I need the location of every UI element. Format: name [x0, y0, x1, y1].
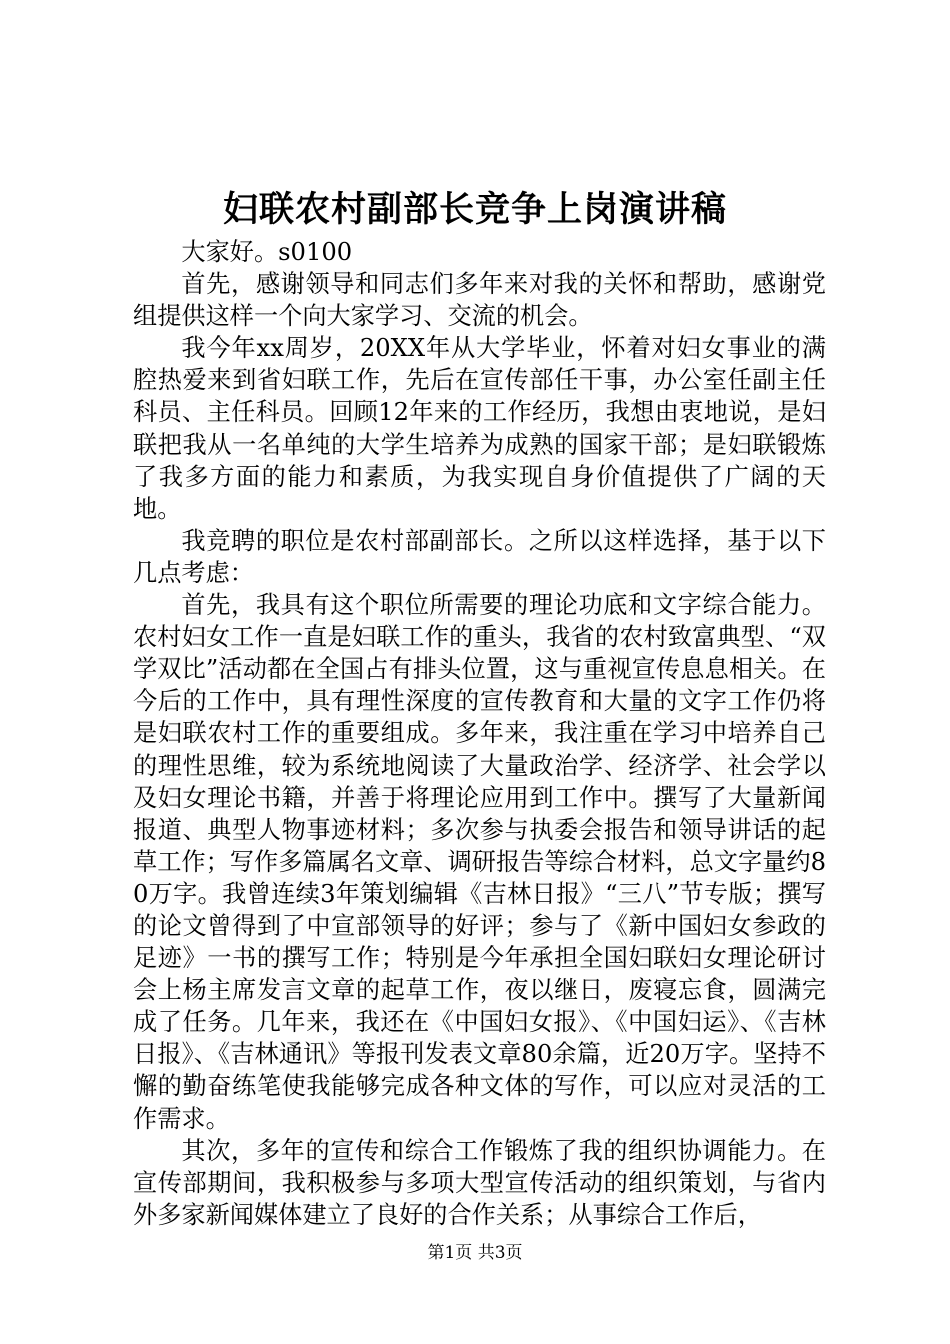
paragraph-background: 我今年xx周岁，20XX年从大学毕业，怀着对妇女事业的满腔热爱来到省妇联工作，先后在宣传部任干事，办公室任副主任科员、主任科员。回顾12年来的工作经历，我想由衷地说，是妇联把我从一名单纯的大学生培养为成熟的国家干部；是妇联锻炼了我多方面的能力和素质，为我实现自身价值提供了广阔的天地。	[133, 334, 826, 523]
document-body	[133, 236, 826, 1231]
document-title: 妇联农村副部长竞争上岗演讲稿	[222, 189, 727, 230]
paragraph-second-reason: 其次，多年的宣传和综合工作锻炼了我的组织协调能力。在宣传部期间，我积极参与多项大型宣传活动的组织策划，与省内外多家新闻媒体建立了良好的合作关系；从事综合工作后，	[133, 1136, 826, 1229]
paragraph-greeting: 大家好。s0100	[181, 238, 353, 266]
paragraph-thanks: 首先，感谢领导和同志们多年来对我的关怀和帮助，感谢党组提供这样一个向大家学习、交流的机会。	[133, 270, 826, 331]
page-number-footer: 第1页 共3页	[427, 1243, 523, 1263]
paragraph-position: 我竞聘的职位是农村部副部长。之所以这样选择，基于以下几点考虑：	[133, 526, 826, 587]
paragraph-first-reason: 首先，我具有这个职位所需要的理论功底和文字综合能力。农村妇女工作一直是妇联工作的重头，我省的农村致富典型、“双学双比”活动都在全国占有排头位置，这与重视宣传息息相关。在今后的工作中，具有理性深度的宣传教育和大量的文字工作仍将是妇联农村工作的重要组成。多年来，我注重在学习中培养自己的理性思维，较为系统地阅读了大量政治学、经济学、社会学以及妇女理论书籍，并善于将理论应用到工作中。撰写了大量新闻报道、典型人物事迹材料；多次参与执委会报告和领导讲话的起草工作；写作多篇属名文章、调研报告等综合材料，总文字量约80万字。我曾连续3年策划编辑《吉林日报》“三八”节专版；撰写的论文曾得到了中宣部领导的好评；参与了《新中国妇女参政的足迹》一书的撰写工作；特别是今年承担全国妇联妇女理论研讨会上杨主席发言文章的起草工作，夜以继日，废寝忘食，圆满完成了任务。几年来，我还在《中国妇女报》、《中国妇运》、《吉林日报》、《吉林通讯》等报刊发表文章80余篇，近20万字。坚持不懈的勤奋练笔使我能够完成各种文体的写作，可以应对灵活的工作需求。	[133, 591, 826, 1133]
